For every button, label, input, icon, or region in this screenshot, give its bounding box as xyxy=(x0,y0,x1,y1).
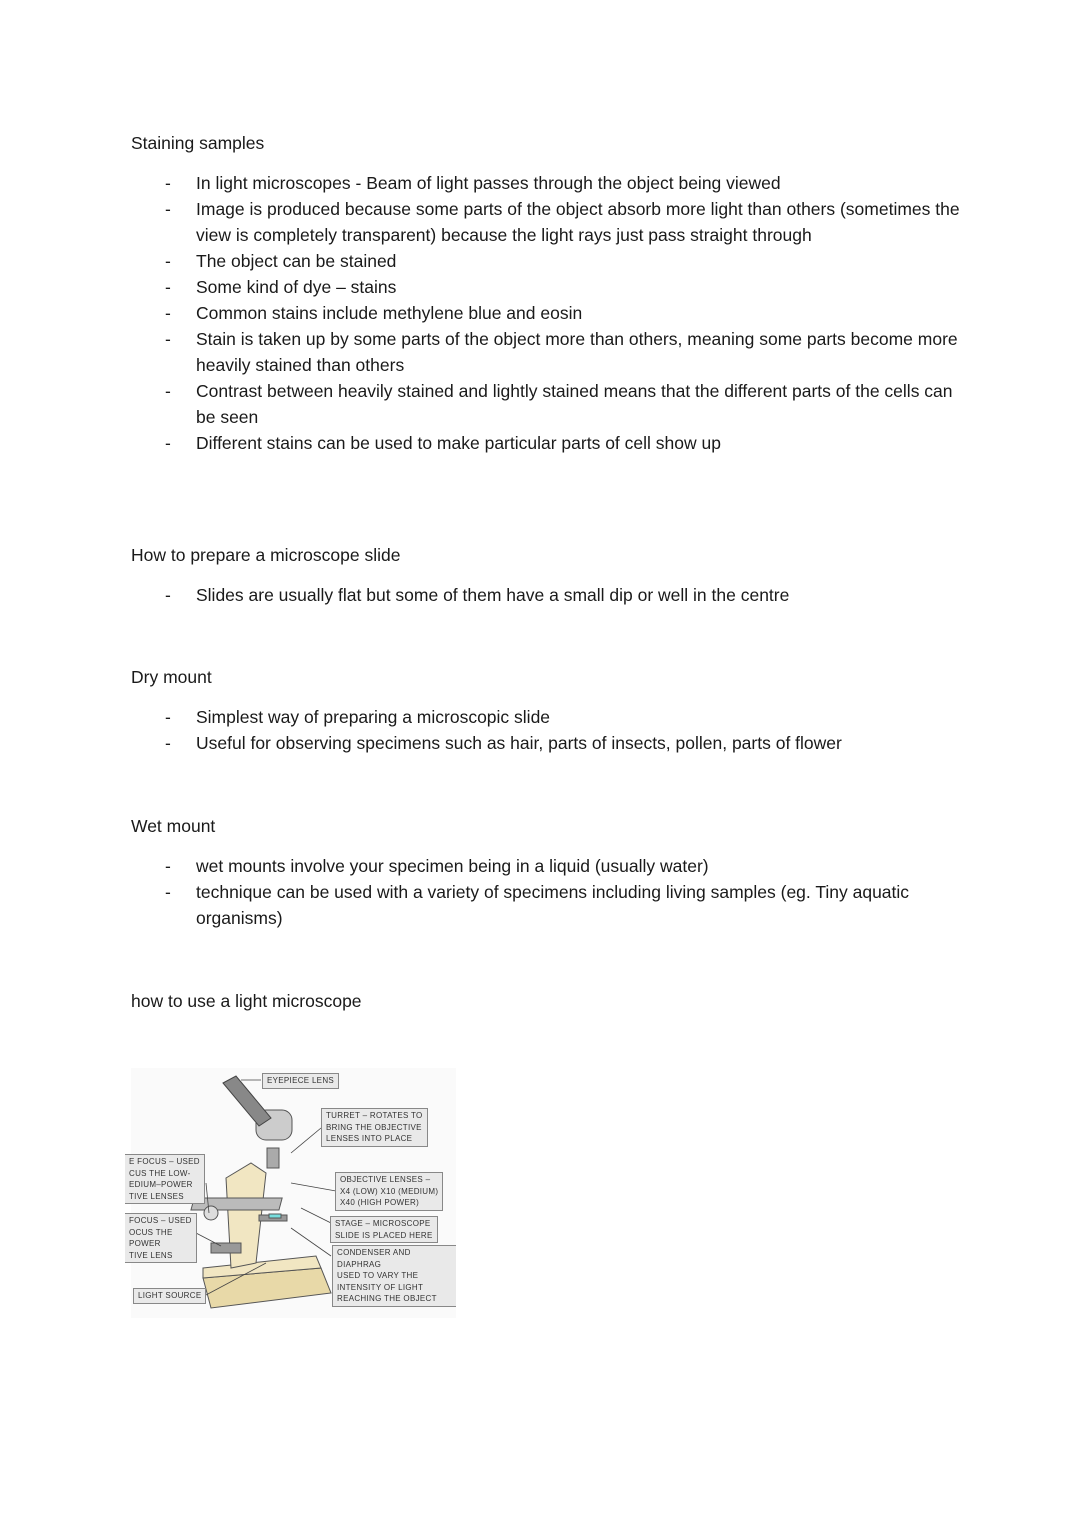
label-stage: STAGE – MICROSCOPE SLIDE IS PLACED HERE xyxy=(330,1216,438,1243)
list-item: - Useful for observing specimens such as hair, parts of insects, pollen, parts of flower xyxy=(165,733,842,753)
section-wet-mount xyxy=(131,813,971,931)
section-staining xyxy=(131,130,971,456)
label-objective-lenses: OBJECTIVE LENSES – X4 (LOW) X10 (MEDIUM) X40 (HIGH POWER) xyxy=(335,1172,443,1211)
label-eyepiece-lens: EYEPIECE LENS xyxy=(262,1073,339,1089)
label-coarse-focus: E FOCUS – USED CUS THE LOW- EDIUM–POWER TIVE LENSES xyxy=(125,1154,205,1204)
label-turret: TURRET – ROTATES TO BRING THE OBJECTIVE LENSES INTO PLACE xyxy=(321,1108,428,1147)
bullet-list xyxy=(131,582,971,608)
section-light-microscope xyxy=(131,988,971,1014)
section-heading: Wet mount xyxy=(131,816,216,836)
list-item: - Slides are usually flat but some of them have a small dip or well in the centre xyxy=(165,585,790,605)
list-item: - Common stains include methylene blue and eosin xyxy=(165,303,583,323)
list-item: - In light microscopes - Beam of light passes through the object being viewed xyxy=(165,173,781,193)
section-heading: Dry mount xyxy=(131,667,212,687)
bullet-list xyxy=(131,853,971,931)
section-heading: Staining samples xyxy=(131,133,265,153)
list-item: - Simplest way of preparing a microscopic slide xyxy=(165,707,551,727)
label-fine-focus: FOCUS – USED OCUS THE POWER TIVE LENS xyxy=(125,1213,197,1263)
section-heading: How to prepare a microscope slide xyxy=(131,545,401,565)
list-item: - Different stains can be used to make particular parts of cell show up xyxy=(165,433,721,453)
section-dry-mount xyxy=(131,664,971,756)
bullet-list xyxy=(131,704,971,756)
label-light-source: LIGHT SOURCE xyxy=(133,1288,206,1304)
list-item: - wet mounts involve your specimen being in a liquid (usually water) xyxy=(165,856,709,876)
label-condenser: CONDENSER AND DIAPHRAG USED TO VARY THE INTENSITY OF LIGHT REACHING THE OBJECT xyxy=(332,1245,456,1307)
list-item: - Stain is taken up by some parts of the object more than others, meaning some parts become more heavily stained than others xyxy=(165,329,958,375)
section-prepare-slide xyxy=(131,542,971,608)
bullet-list xyxy=(131,170,971,456)
microscope-diagram xyxy=(131,1068,456,1318)
section-heading: how to use a light microscope xyxy=(131,991,362,1011)
list-item: - Contrast between heavily stained and lightly stained means that the different parts of the cells can be seen xyxy=(165,381,953,427)
list-item: - Some kind of dye – stains xyxy=(165,277,397,297)
list-item: - technique can be used with a variety of specimens including living samples (eg. Tiny aquatic organisms) xyxy=(165,882,910,928)
list-item: - The object can be stained xyxy=(165,251,397,271)
list-item: - Image is produced because some parts of the object absorb more light than others (sometimes the view is completely transparent) because the light rays just pass straight through xyxy=(165,199,960,245)
